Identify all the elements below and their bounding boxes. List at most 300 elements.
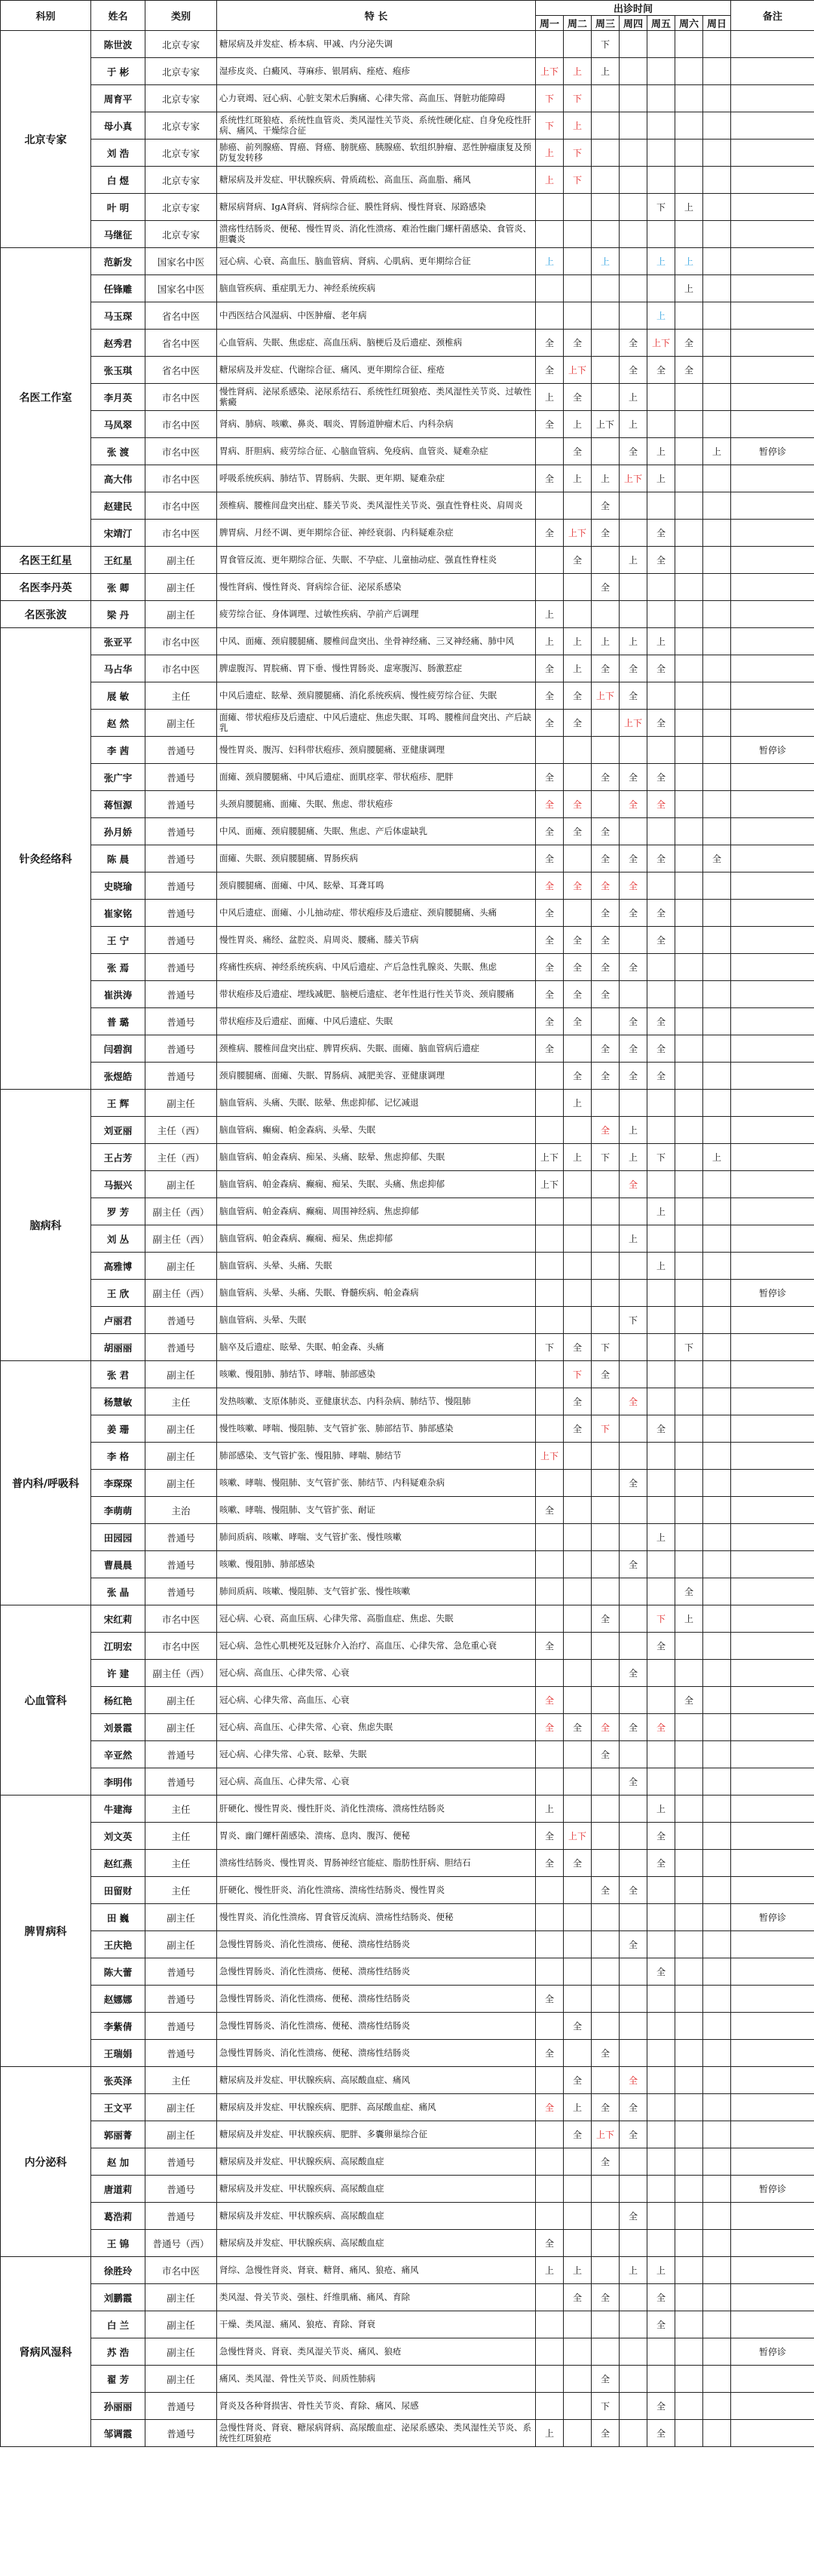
doctor-note: [731, 1361, 814, 1388]
doctor-category: 主任: [145, 2067, 217, 2094]
doctor-row: [1, 2284, 814, 2311]
doctor-name: 展 敏: [91, 682, 145, 710]
schedule-cell: [620, 140, 647, 167]
schedule-cell: [675, 1470, 703, 1497]
doctor-note: [731, 1768, 814, 1796]
schedule-cell: [675, 1198, 703, 1225]
doctor-name: 孙丽丽: [91, 2393, 145, 2420]
schedule-cell: [592, 1171, 620, 1198]
doctor-category: 主任: [145, 1877, 217, 1904]
doctor-note: [731, 1008, 814, 1035]
doctor-row: [1, 682, 814, 710]
schedule-cell: [620, 1497, 647, 1524]
schedule-cell: [592, 2311, 620, 2338]
doctor-name: 李琛琛: [91, 1470, 145, 1497]
schedule-cell: [675, 2176, 703, 2203]
doctor-category: 副主任: [145, 2338, 217, 2366]
doctor-row: [1, 1714, 814, 1741]
doctor-row: [1, 330, 814, 357]
doctor-category: 副主任: [145, 2121, 217, 2148]
schedule-cell: [620, 2311, 647, 2338]
doctor-category: 普通号: [145, 927, 217, 954]
doctor-name: 王文平: [91, 2094, 145, 2121]
schedule-cell: [675, 655, 703, 682]
schedule-cell: [620, 2148, 647, 2176]
schedule-cell: 上下: [536, 58, 564, 85]
schedule-cell: 全: [592, 1063, 620, 1090]
schedule-cell: 全: [564, 1415, 592, 1443]
schedule-cell: 全: [620, 1035, 647, 1063]
schedule-cell: 全: [620, 954, 647, 981]
schedule-cell: 上下: [536, 1144, 564, 1171]
doctor-note: [731, 1958, 814, 1986]
doctor-note: [731, 2420, 814, 2447]
schedule-cell: [675, 2121, 703, 2148]
schedule-cell: [592, 194, 620, 221]
schedule-cell: 上: [620, 1144, 647, 1171]
schedule-cell: [647, 1877, 675, 1904]
doctor-specialty: 肺癌、前列腺癌、胃癌、肾癌、膀胱癌、胰腺癌、软组织肿瘤、恶性肿瘤康复及预防复发转移: [217, 140, 536, 167]
schedule-cell: [564, 2148, 592, 2176]
doctor-specialty: 慢性胃炎、腹泻、妇科带状疱疹、颈肩腰腿痛、亚健康调理: [217, 737, 536, 764]
schedule-cell: [536, 302, 564, 330]
schedule-cell: [675, 1551, 703, 1578]
schedule-cell: 上: [620, 384, 647, 411]
doctor-row: [1, 2203, 814, 2230]
schedule-cell: [536, 221, 564, 248]
doctor-name: 苏 浩: [91, 2338, 145, 2366]
doctor-specialty: 脾虚腹泻、胃脘痛、胃下垂、慢性胃肠炎、虚寒腹泻、肠激惹症: [217, 655, 536, 682]
doctor-specialty: 脑血管疾病、重症肌无力、神经系统疾病: [217, 275, 536, 302]
doctor-name: 史晓瑜: [91, 872, 145, 900]
schedule-cell: [536, 1904, 564, 1931]
doctor-name: 白 煜: [91, 167, 145, 194]
doctor-note: [731, 1090, 814, 1117]
schedule-cell: 全: [536, 1687, 564, 1714]
doctor-category: 副主任: [145, 1415, 217, 1443]
schedule-cell: [620, 1443, 647, 1470]
doctor-category: 副主任: [145, 2366, 217, 2393]
doctor-specialty: 冠心病、心律失常、心衰、眩晕、失眠: [217, 1741, 536, 1768]
schedule-cell: [675, 112, 703, 140]
schedule-cell: 全: [620, 872, 647, 900]
doctor-note: [731, 2203, 814, 2230]
doctor-name: 王庆艳: [91, 1931, 145, 1958]
schedule-cell: 全: [620, 764, 647, 791]
schedule-cell: 全: [592, 2284, 620, 2311]
schedule-cell: [703, 1578, 731, 1605]
schedule-cell: [564, 2230, 592, 2257]
doctor-note: 暂停诊: [731, 1280, 814, 1307]
schedule-cell: [564, 1551, 592, 1578]
schedule-cell: [703, 140, 731, 167]
schedule-cell: [536, 2311, 564, 2338]
schedule-cell: 上: [564, 2094, 592, 2121]
schedule-cell: [703, 1687, 731, 1714]
doctor-note: [731, 791, 814, 818]
schedule-cell: [675, 1117, 703, 1144]
schedule-cell: [703, 1660, 731, 1687]
schedule-cell: [620, 221, 647, 248]
doctor-name: 张 焉: [91, 954, 145, 981]
schedule-cell: [675, 682, 703, 710]
schedule-cell: [620, 1850, 647, 1877]
schedule-cell: [675, 1850, 703, 1877]
schedule-cell: [536, 2121, 564, 2148]
schedule-cell: [675, 167, 703, 194]
schedule-cell: [675, 302, 703, 330]
doctor-name: 梁 丹: [91, 601, 145, 628]
schedule-cell: [536, 2366, 564, 2393]
doctor-specialty: 急慢性胃肠炎、消化性溃疡、便秘、溃疡性结肠炎: [217, 1958, 536, 1986]
schedule-cell: [703, 2338, 731, 2366]
header-day: 周六: [675, 16, 703, 31]
doctor-category: 主任: [145, 1796, 217, 1823]
schedule-cell: [564, 2420, 592, 2447]
schedule-cell: 全: [592, 655, 620, 682]
schedule-cell: 上: [536, 628, 564, 655]
doctor-category: 普通号: [145, 1551, 217, 1578]
schedule-cell: [592, 275, 620, 302]
doctor-name: 田 巍: [91, 1904, 145, 1931]
department-name: 心血管科: [1, 1605, 91, 1796]
doctor-specialty: 溃疡性结肠炎、便秘、慢性胃炎、消化性溃疡、难治性幽门螺杆菌感染、食管炎、胆囊炎: [217, 221, 536, 248]
schedule-cell: 上: [536, 140, 564, 167]
schedule-cell: [620, 1578, 647, 1605]
schedule-cell: 上: [564, 628, 592, 655]
schedule-cell: [675, 520, 703, 547]
doctor-name: 唐道莉: [91, 2176, 145, 2203]
doctor-note: [731, 2257, 814, 2284]
doctor-name: 江明宏: [91, 1633, 145, 1660]
department-name: 肾病风湿科: [1, 2257, 91, 2447]
schedule-cell: 上: [564, 1090, 592, 1117]
schedule-cell: 上: [620, 2257, 647, 2284]
schedule-cell: 全: [647, 1063, 675, 1090]
schedule-cell: [675, 1986, 703, 2013]
schedule-cell: [647, 1660, 675, 1687]
schedule-cell: [703, 1253, 731, 1280]
doctor-note: [731, 221, 814, 248]
schedule-cell: [703, 1171, 731, 1198]
doctor-row: [1, 194, 814, 221]
schedule-cell: 上下: [564, 1823, 592, 1850]
doctor-specialty: 肝硬化、慢性胃炎、慢性肝炎、消化性溃疡、溃疡性结肠炎: [217, 1796, 536, 1823]
doctor-category: 主任: [145, 1823, 217, 1850]
schedule-cell: 全: [620, 1768, 647, 1796]
doctor-note: [731, 140, 814, 167]
schedule-cell: [675, 1361, 703, 1388]
doctor-specialty: 肝硬化、慢性肝炎、消化性溃疡、溃疡性结肠炎、慢性胃炎: [217, 1877, 536, 1904]
doctor-specialty: 脑血管病、头痛、失眠、眩晕、焦虑抑郁、记忆减退: [217, 1090, 536, 1117]
schedule-cell: [703, 1334, 731, 1361]
schedule-cell: 全: [647, 2420, 675, 2447]
schedule-cell: 上: [647, 302, 675, 330]
schedule-cell: [675, 411, 703, 438]
schedule-cell: [592, 2176, 620, 2203]
schedule-cell: [675, 1877, 703, 1904]
schedule-cell: [592, 1198, 620, 1225]
schedule-cell: [675, 1633, 703, 1660]
schedule-cell: [647, 2094, 675, 2121]
schedule-cell: [703, 1823, 731, 1850]
doctor-specialty: 干燥、类风湿、痛风、狼疮、育除、肾衰: [217, 2311, 536, 2338]
doctor-row: [1, 140, 814, 167]
schedule-cell: 全: [564, 872, 592, 900]
doctor-name: 王 宁: [91, 927, 145, 954]
schedule-cell: [703, 221, 731, 248]
schedule-cell: [592, 1931, 620, 1958]
doctor-row: [1, 1741, 814, 1768]
doctor-note: [731, 1388, 814, 1415]
doctor-specialty: 冠心病、急性心肌梗死及冠脉介入治疗、高血压、心律失常、急危重心衰: [217, 1633, 536, 1660]
schedule-cell: [675, 1388, 703, 1415]
doctor-note: [731, 1334, 814, 1361]
schedule-cell: [675, 2311, 703, 2338]
schedule-cell: [647, 2040, 675, 2067]
schedule-cell: 上: [703, 1144, 731, 1171]
doctor-name: 周育平: [91, 85, 145, 112]
doctor-name: 宋红莉: [91, 1605, 145, 1633]
schedule-cell: [620, 85, 647, 112]
schedule-cell: [703, 628, 731, 655]
doctor-row: [1, 1823, 814, 1850]
doctor-note: [731, 492, 814, 520]
schedule-cell: 下: [564, 167, 592, 194]
schedule-cell: 全: [675, 330, 703, 357]
schedule-cell: [620, 31, 647, 58]
schedule-cell: [592, 791, 620, 818]
doctor-note: [731, 1171, 814, 1198]
doctor-category: 普通号: [145, 900, 217, 927]
doctor-name: 张玉琪: [91, 357, 145, 384]
schedule-cell: [592, 330, 620, 357]
doctor-row: [1, 2176, 814, 2203]
schedule-cell: 全: [592, 900, 620, 927]
schedule-cell: 全: [536, 900, 564, 927]
doctor-specialty: 溃疡性结肠炎、慢性胃炎、胃肠神经官能症、脂肪性肝病、胆结石: [217, 1850, 536, 1877]
doctor-specialty: 呼吸系统疾病、肺结节、胃肠病、失眠、更年期、疑难杂症: [217, 465, 536, 492]
schedule-cell: 上: [647, 1796, 675, 1823]
doctor-category: 北京专家: [145, 85, 217, 112]
doctor-category: 市名中医: [145, 1633, 217, 1660]
schedule-cell: [675, 954, 703, 981]
doctor-name: 王占芳: [91, 1144, 145, 1171]
doctor-name: 赵娜娜: [91, 1986, 145, 2013]
doctor-row: [1, 1796, 814, 1823]
doctor-note: [731, 2284, 814, 2311]
doctor-note: [731, 2148, 814, 2176]
schedule-cell: 全: [536, 1850, 564, 1877]
schedule-cell: [703, 2176, 731, 2203]
doctor-row: [1, 2230, 814, 2257]
schedule-cell: [592, 112, 620, 140]
schedule-cell: [675, 140, 703, 167]
schedule-cell: [675, 2203, 703, 2230]
doctor-specialty: 颈肩腰腿痛、面瘫、中风、眩晕、耳聋耳鸣: [217, 872, 536, 900]
doctor-note: [731, 112, 814, 140]
schedule-cell: [703, 872, 731, 900]
schedule-cell: [564, 1578, 592, 1605]
doctor-category: 普通号: [145, 2176, 217, 2203]
schedule-cell: 全: [564, 2121, 592, 2148]
doctor-specialty: 慢性胃炎、痛经、盆腔炎、肩周炎、腰痛、膝关节病: [217, 927, 536, 954]
schedule-cell: 全: [647, 520, 675, 547]
schedule-cell: [564, 737, 592, 764]
schedule-cell: 全: [620, 1063, 647, 1090]
schedule-cell: [647, 682, 675, 710]
doctor-category: 普通号: [145, 1307, 217, 1334]
schedule-cell: [647, 2176, 675, 2203]
schedule-cell: [620, 1687, 647, 1714]
schedule-cell: 全: [536, 818, 564, 845]
schedule-cell: 下: [536, 112, 564, 140]
doctor-name: 刘鹏霞: [91, 2284, 145, 2311]
doctor-name: 赵 然: [91, 710, 145, 737]
doctor-row: [1, 2420, 814, 2447]
doctor-row: [1, 1198, 814, 1225]
doctor-name: 翟 芳: [91, 2366, 145, 2393]
doctor-category: 普通号: [145, 2013, 217, 2040]
doctor-note: [731, 411, 814, 438]
schedule-cell: 全: [536, 2230, 564, 2257]
schedule-cell: [536, 2067, 564, 2094]
doctor-row: [1, 1931, 814, 1958]
doctor-name: 赵 加: [91, 2148, 145, 2176]
schedule-cell: 全: [592, 927, 620, 954]
doctor-specialty: 糖尿病及并发症、桥本病、甲减、内分泌失调: [217, 31, 536, 58]
doctor-note: [731, 520, 814, 547]
schedule-cell: [564, 1660, 592, 1687]
schedule-cell: 上: [675, 248, 703, 275]
doctor-category: 普通号: [145, 1063, 217, 1090]
schedule-cell: [675, 2013, 703, 2040]
schedule-cell: [592, 1551, 620, 1578]
schedule-cell: [592, 1986, 620, 2013]
doctor-row: [1, 2148, 814, 2176]
doctor-specialty: 中风后遗症、眩晕、颈肩腰腿痛、消化系统疾病、慢性疲劳综合征、失眠: [217, 682, 536, 710]
schedule-cell: 上: [592, 248, 620, 275]
schedule-cell: [647, 2366, 675, 2393]
doctor-category: 主任（西）: [145, 1117, 217, 1144]
doctor-row: [1, 1280, 814, 1307]
schedule-cell: [703, 1307, 731, 1334]
doctor-category: 主治: [145, 1497, 217, 1524]
doctor-name: 崔洪涛: [91, 981, 145, 1008]
doctor-row: [1, 655, 814, 682]
schedule-cell: 全: [620, 2067, 647, 2094]
doctor-category: 北京专家: [145, 58, 217, 85]
doctor-category: 副主任: [145, 547, 217, 574]
schedule-cell: [703, 954, 731, 981]
doctor-row: [1, 2121, 814, 2148]
doctor-note: [731, 1850, 814, 1877]
schedule-cell: [592, 1280, 620, 1307]
doctor-specialty: 糖尿病及并发症、甲状腺疾病、高尿酸血症、痛风: [217, 2067, 536, 2094]
schedule-cell: [564, 1035, 592, 1063]
schedule-cell: [620, 248, 647, 275]
doctor-category: 国家名中医: [145, 248, 217, 275]
schedule-cell: 全: [564, 1008, 592, 1035]
schedule-cell: [564, 601, 592, 628]
doctor-category: 市名中医: [145, 438, 217, 465]
schedule-cell: [703, 764, 731, 791]
doctor-specialty: 颈椎病、腰椎间盘突出症、脾胃疾病、失眠、面瘫、脑血管病后遗症: [217, 1035, 536, 1063]
schedule-cell: [675, 628, 703, 655]
schedule-cell: [647, 1931, 675, 1958]
schedule-cell: [703, 1198, 731, 1225]
doctor-name: 刘景霞: [91, 1714, 145, 1741]
schedule-cell: [647, 601, 675, 628]
schedule-cell: [620, 2420, 647, 2447]
schedule-cell: [675, 221, 703, 248]
header-schedule: 出诊时间: [536, 1, 731, 16]
doctor-specialty: 湿疹皮炎、白癜风、荨麻疹、银屑病、痤疮、疱疹: [217, 58, 536, 85]
doctor-row: [1, 221, 814, 248]
schedule-cell: [620, 1198, 647, 1225]
schedule-cell: [536, 194, 564, 221]
schedule-cell: 全: [620, 791, 647, 818]
doctor-category: 普通号: [145, 791, 217, 818]
schedule-cell: [536, 1198, 564, 1225]
schedule-cell: 上: [647, 1253, 675, 1280]
doctor-specialty: 糖尿病及并发症、甲状腺疾病、高尿酸血症: [217, 2230, 536, 2257]
schedule-cell: [592, 1090, 620, 1117]
schedule-cell: [647, 872, 675, 900]
schedule-cell: 下: [647, 1605, 675, 1633]
schedule-cell: [564, 2366, 592, 2393]
schedule-cell: [675, 2338, 703, 2366]
doctor-name: 王 锦: [91, 2230, 145, 2257]
schedule-cell: 上: [675, 194, 703, 221]
schedule-cell: [592, 1633, 620, 1660]
doctor-category: 市名中医: [145, 411, 217, 438]
doctor-specialty: 颈椎病、腰椎间盘突出症、膝关节炎、类风湿性关节炎、强直性脊柱炎、肩周炎: [217, 492, 536, 520]
schedule-cell: [703, 520, 731, 547]
doctor-specialty: 肺间质病、咳嗽、哮喘、支气管扩张、慢性咳嗽: [217, 1524, 536, 1551]
schedule-cell: [703, 601, 731, 628]
schedule-cell: [620, 520, 647, 547]
schedule-cell: [620, 1633, 647, 1660]
schedule-cell: 全: [675, 357, 703, 384]
schedule-cell: [703, 1768, 731, 1796]
schedule-cell: [592, 1796, 620, 1823]
schedule-cell: [703, 1470, 731, 1497]
schedule-cell: 全: [592, 1361, 620, 1388]
schedule-cell: [647, 1497, 675, 1524]
schedule-cell: [592, 140, 620, 167]
schedule-cell: 全: [675, 1687, 703, 1714]
schedule-cell: [564, 2040, 592, 2067]
schedule-cell: [592, 1850, 620, 1877]
doctor-specialty: 慢性胃炎、消化性溃疡、胃食管反流病、溃疡性结肠炎、便秘: [217, 1904, 536, 1931]
doctor-name: 徐胜玲: [91, 2257, 145, 2284]
schedule-cell: 全: [564, 981, 592, 1008]
schedule-cell: 全: [564, 1850, 592, 1877]
schedule-cell: [703, 574, 731, 601]
schedule-cell: [703, 2257, 731, 2284]
schedule-cell: [647, 2013, 675, 2040]
doctor-row: [1, 384, 814, 411]
schedule-cell: [647, 492, 675, 520]
schedule-cell: 全: [592, 1714, 620, 1741]
doctor-note: [731, 1796, 814, 1823]
doctor-category: 北京专家: [145, 221, 217, 248]
schedule-cell: [536, 1090, 564, 1117]
schedule-cell: 全: [564, 438, 592, 465]
doctor-name: 崔家铭: [91, 900, 145, 927]
doctor-category: 市名中医: [145, 2257, 217, 2284]
